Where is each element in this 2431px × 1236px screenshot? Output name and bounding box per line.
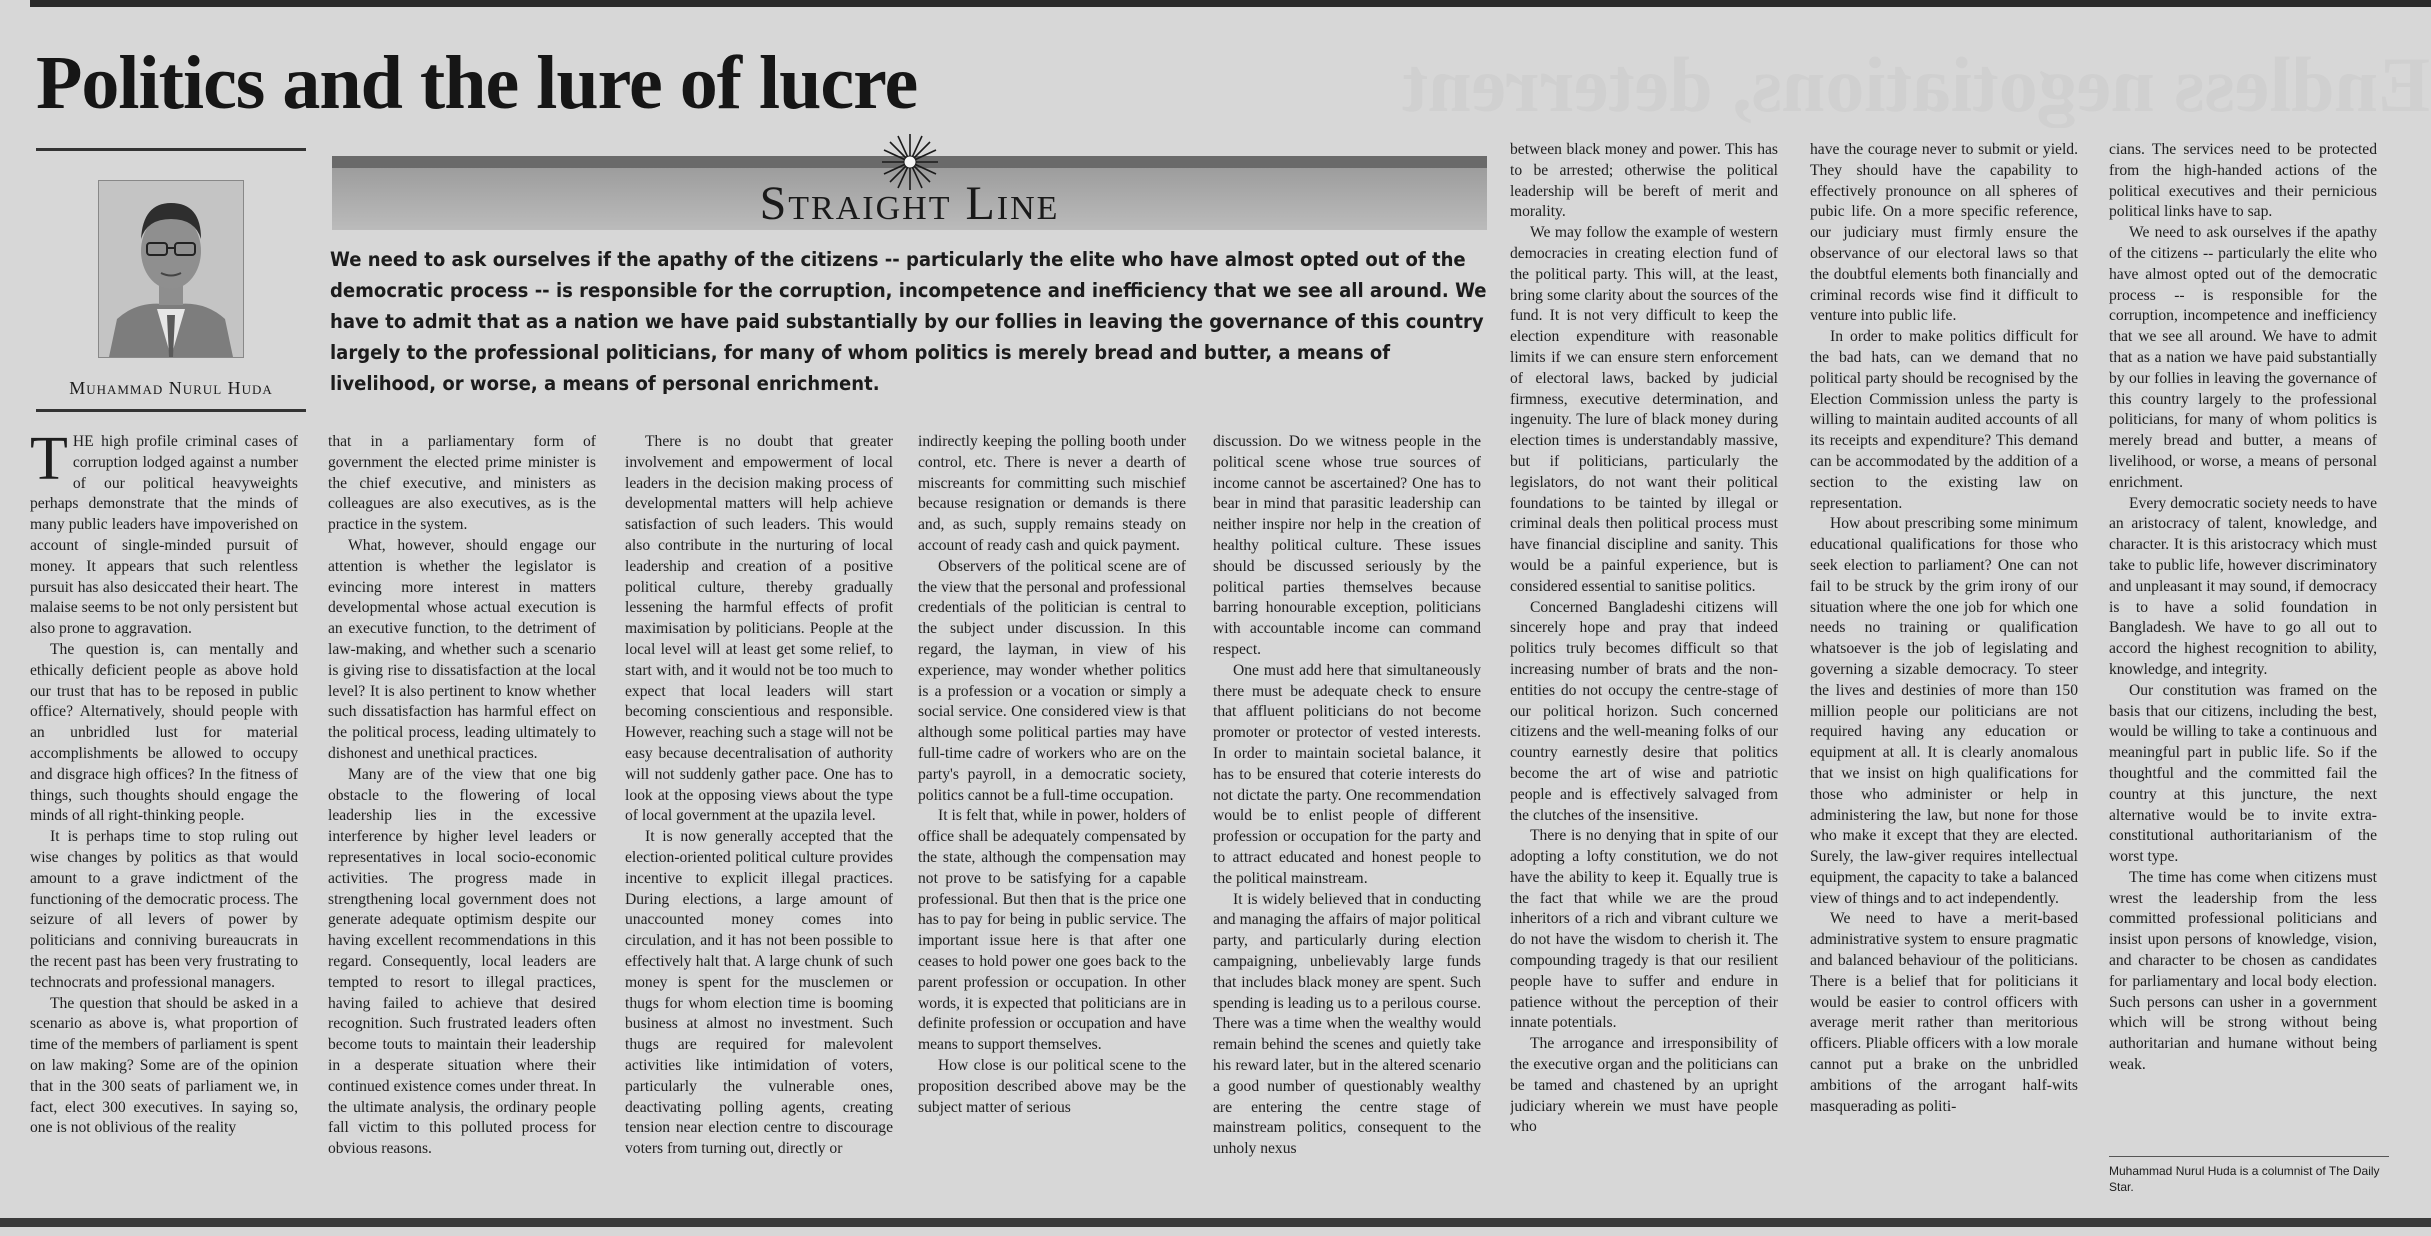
drop-cap: T (30, 432, 68, 493)
paragraph: What, however, should engage our attention is whether the legislator is evincing more interest in matters developmental whose actual execution is an executive function, to the detriment of law-making, and whether such a scenario is giving rise to dissatisfaction at the local level? It is also pertinent to know whether such dissatisfaction has harmful effect on the political process, leading ultimately to dishonest and unethical practices. (328, 536, 596, 762)
article-column-7 (1810, 140, 2078, 1200)
paragraph: The time has come when citizens must wrest the leadership from the less committed professional politicians and insist upon persons of knowledge, vision, and character to be chosen as candidates for parliamentary and local body election. Such persons can usher in a government which will be strong without being authoritarian and humane without being weak. (2109, 868, 2377, 1074)
author-box-bottom-rule (36, 409, 306, 412)
paragraph: How about prescribing some minimum educational qualifications for those who seek election to parliament? One can not fail to be struck by the grim irony of our situation where the one job for which one needs no training or qualification whatsoever is the job of legislating and governing a sizable democracy. To steer the lives and destinies of more than 150 million people our politicians are not required having any education or equipment at all. It is clearly anomalous that we insist on high qualifications for those who administer or help in administering the law, but none for those who make it except that they are elected. Surely, the law-giver requires intellectual equipment, the capacity to take a balanced view of things and to act independently. (1810, 515, 2078, 907)
bleed-through-headline: Endless negotiations, deterrent (1402, 41, 2430, 128)
paragraph (30, 432, 298, 640)
paragraph: We need to ask ourselves if the apathy of the citizens -- particularly the elite who have almost opted out of the democratic process -- is responsible for the corruption, incompetence and inefficiency that we see all around. We have to admit that as a nation we have paid substantially by our follies in leaving the governance of this country largely to the professional politicians, for many of whom politics is merely bread and butter, a means of livelihood, or worse, a means of personal enrichment. (2109, 224, 2377, 491)
paragraph: Every democratic society needs to have an aristocracy of talent, knowledge, and character. It is this aristocracy which must take to public life, however discriminatory and unpleasant it may sound, if democracy is to have a solid foundation in Bangladesh. We have to go all out to accord the highest recognition to ability, knowledge, and integrity. (2109, 494, 2377, 678)
headline: Politics and the lure of lucre (36, 41, 918, 125)
top-rule (30, 0, 2431, 7)
paragraph: One must add here that simultaneously there must be adequate check to ensure that affluent politicians do not become promoter or protector of vested interests. In order to maintain societal balance, it has to be ensured that coterie interests do not dictate the party. One recommendation would be to enlist people of different profession or occupation for the party and to attract educated and honest people to the political mainstream. (1213, 661, 1481, 887)
paragraph: We may follow the example of western democracies in creating election fund of the political party. This will, at the least, bring some clarity about the sources of the fund. It is not very difficult to keep the election expenditure with reasonable limits if we can ensure stern enforcement of electoral laws, backed by judicial firmness, executive determination, and ingenuity. The lure of black money during election times is understandably massive, but if politicians, particularly the legislators, do not want their political foundations to be tainted by illegal or criminal deals then political process must have financial discipline and sanity. This would be a painful experience, but is considered essential to sanitise politics. (1510, 224, 1778, 595)
paragraph: indirectly keeping the polling booth under control, etc. There is never a dearth of miscreants for committing such mischief because resignation or demands is there and, as such, supply remains steady on account of ready cash and quick payment. (918, 433, 1186, 554)
paragraph: between black money and power. This has to be arrested; otherwise the political leadership will be bereft of merit and morality. (1510, 141, 1778, 221)
intro-summary: We need to ask ourselves if the apathy of the citizens -- particularly the elite who have almost opted out of the democratic process -- is responsible for the corruption, incompetence and inefficiency that we see all around. We have to admit that as a nation we have paid substantially by our follies in leaving the governance of this country largely to the professional politicians, for many of whom politics is merely bread and butter, a means of livelihood, or worse, a means of personal enrichment. (330, 248, 1487, 395)
paragraph: It is felt that, while in power, holders of office shall be adequately compensated by the state, although the compensation may not prove to be satisfying for a capable professional. But then that is the price one has to pay for being in public service. The important issue here is that after one ceases to hold power one goes back to the parent profession or occupation. In other words, it is expected that politicians are in definite profession or occupation and have means to support themselves. (918, 807, 1186, 1054)
paragraph: The question that should be asked in a scenario as above is, what proportion of time of the members of parliament is spent on law making? Some are of the opinion that in the 300 seats of parliament we, in fact, elect 300 executives. In saying so, one is not oblivious of the reality (30, 994, 298, 1137)
column-name (332, 176, 1487, 231)
article-column-4 (918, 432, 1186, 1200)
paragraph: Many are of the view that one big obstacle to the flowering of local leadership lies in the excessive interference by higher level leaders or representatives in local socio-economic activities. The progress made in strengthening local government does not generate adequate optimism despite our having excellent recommendations in this regard. Consequently, local leaders are tempted to resort to illegal practices, having failed to achieve that desired recognition. Such frustrated leaders often become touts to maintain their leadership in a desperate situation where their continued existence comes under threat. In the ultimate analysis, the ordinary people fall victim to this polluted process for obvious reasons. (328, 765, 596, 1158)
author-box (36, 148, 306, 412)
author-photo (98, 180, 244, 358)
column-name-text: Straight Line (759, 177, 1060, 230)
paragraph: Observers of the political scene are of the view that the personal and professional credentials of the politician is central to the subject under discussion. In this regard, the layman, in view of his experience, may wonder whether politics is a profession or a vocation or simply a social service. One considered view is that although some political parties may have full-time cadre of workers who are on the party's payroll, in a democratic society, politics cannot be a full-time occupation. (918, 557, 1186, 804)
paragraph: The question is, can mentally and ethically deficient people as above hold our trust that has to be reposed in public office? Alternatively, should people with an unbridled lust for material accomplishments be allowed to occupy and disgrace high offices? In the fitness of things, such thoughts should engage the minds of all right-thinking people. (30, 640, 298, 825)
paragraph: It is widely believed that in conducting and managing the affairs of major political party, and particularly during election campaigning, unbelievably large funds that includes black money are spent. Such spending is leading us to a perilous course. There was a time when the wealthy would remain behind the scenes and quietly take his reward later, but in the altered scenario a good number of questionably wealthy are entering the centre stage of mainstream politics, consequent to the unholy nexus (1213, 890, 1481, 1158)
article-column-8 (2109, 140, 2377, 1150)
paragraph: There is no doubt that greater involvement and empowerment of local leaders in the decision making process of developmental matters will help achieve satisfaction of such leaders. This would also contribute in the nurturing of local leadership and creation of a positive political culture, thereby gradually lessening the harmful effects of profit maximisation by politicians. People at the local level will at least get some relief, to start with, and it would not be too much to expect that local leaders will start becoming conscientious and responsible. However, reaching such a stage will not be easy because decentralisation of authority will not suddenly gather pace. One has to look at the opposing views about the type of local government at the upazila level. (625, 433, 893, 825)
column-banner (332, 148, 1487, 236)
paragraph: In order to make politics difficult for the bad hats, can we demand that no political party should be recognised by the Election Commission unless the party is willing to maintain audited accounts of all its receipts and expenditure? This demand can be accommodated by the addition of a section to the existing law on representation. (1810, 328, 2078, 512)
paragraph: Our constitution was framed on the basis that our citizens, including the best, would be willing to take a continuous and meaningful part in public life. So if the thoughtful and the committed fail the country at this juncture, the next alternative would be to invite extra-constitutional authoritarianism of the worst type. (2109, 681, 2377, 866)
author-endnote: Muhammad Nurul Huda is a columnist of The Daily Star. (2109, 1156, 2389, 1195)
article-column-2 (328, 432, 596, 1200)
paragraph: It is now generally accepted that the election-oriented political culture provides incentive to explicit illegal practices. During elections, a large amount of unaccounted money comes into circulation, and it has not been possible to effectively halt that. A large chunk of such money is spent for the musclemen or thugs for whom election time is booming business at almost no investment. Such thugs are required for malevolent activities like intimidation of voters, particularly the vulnerable ones, deactivating polling agents, creating tension near election centre to discourage voters from turning out, directly or (625, 828, 893, 1158)
paragraph: discussion. Do we witness people in the political scene whose true sources of income cannot be ascertained? One has to bear in mind that parasitic leadership can neither inspire nor help in the creation of healthy political culture. These issues should be discussed seriously by the political parties themselves because barring honourable exception, politicians with accountable income can command respect. (1213, 433, 1481, 658)
article-column-6 (1510, 140, 1778, 1200)
article-column-5 (1213, 432, 1481, 1200)
paragraph: cians. The services need to be protected from the high-handed actions of the political executives and their pernicious political links have to sap. (2109, 141, 2377, 221)
author-portrait-icon (99, 181, 243, 357)
paragraph: have the courage never to submit or yield. They should have the capability to effectively pronounce on all spheres of pubic life. On a more specific reference, our judiciary must firmly ensure the observance of our electoral laws so that the doubtful elements both financially and criminal records wise find it difficult to venture into public life. (1810, 141, 2078, 325)
author-byline: Muhammad Nurul Huda (69, 378, 273, 398)
paragraph: How close is our political scene to the proposition described above may be the subject matter of serious (918, 1056, 1186, 1116)
paragraph: that in a parliamentary form of government the elected prime minister is the chief executive, and ministers as colleagues are also executives, as is the practice in the system. (328, 433, 596, 534)
paragraph: Concerned Bangladeshi citizens will sincerely hope and pray that indeed politics truly becomes difficult so that increasing number of brats and the non-entities do not occupy the centre-stage of our political horizon. Such concerned citizens and the well-meaning folks of our country earnestly desire that politics become the art of wise and patriotic people and is effectively salvaged from the clutches of the insensitive. (1510, 598, 1778, 824)
article-column-1 (30, 432, 298, 1200)
paragraph: It is perhaps time to stop ruling out wise changes by politics as that would amount to a grave indictment of the functioning of the democratic process. The seizure of all levers of power by politicians and conniving bureaucrats in the recent past has been very frustrating to technocrats and professional managers. (30, 828, 298, 991)
author-box-top-rule (36, 148, 306, 151)
paragraph: We need to have a merit-based administrative system to ensure pragmatic and balanced behaviour of the politicians. There is a belief that for politicians it would be easier to control officers with average merit rather than meritorious officers. Pliable officers with a low morale cannot put a brake on the unbridled ambitions of the arrogant half-wits masquerading as politi- (1810, 910, 2078, 1115)
article-column-3 (625, 432, 893, 1200)
paragraph: The arrogance and irresponsibility of the executive organ and the politicians can be tamed and chastened by an upright judiciary wherein we must have people who (1510, 1035, 1778, 1136)
paragraph: There is no denying that in spite of our adopting a lofty constitution, we do not have the ability to keep it. Equally true is the fact that while we are the proud inheritors of a rich and vibrant culture we do not have the wisdom to cherish it. The compounding tragedy is that our resilient people have to suffer and endure in patience without the perception of their innate potentials. (1510, 827, 1778, 1032)
bottom-rule (0, 1218, 2431, 1227)
first-paragraph-text: HE high profile criminal cases of corruption lodged against a number of our political heavyweights perhaps demonstrate that the minds of many public leaders have impoverished on account of single-minded pursuit of money. It appears that such relentless pursuit has also desiccated their heart. The malaise seems to be not only persistent but also prone to aggravation. (30, 433, 298, 638)
